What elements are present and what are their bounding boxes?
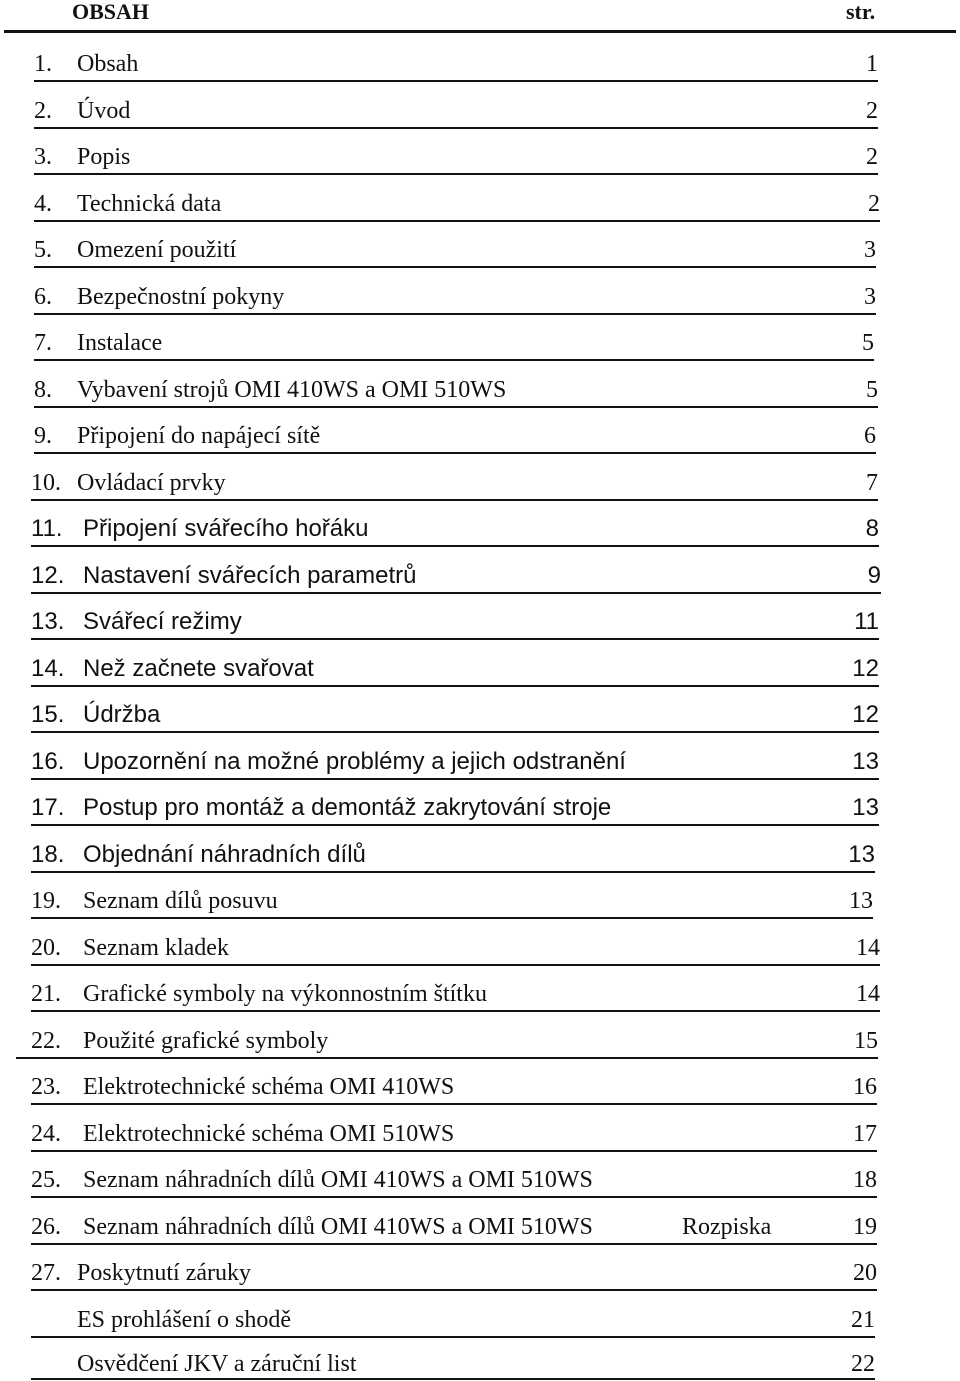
toc-entry[interactable]: [34, 419, 876, 453]
toc-entry[interactable]: [31, 466, 878, 500]
toc-entry-title: Seznam dílů posuvu: [83, 888, 278, 914]
toc-entry-page: 6: [864, 423, 876, 449]
toc-entry-number: 21.: [31, 981, 61, 1007]
toc-entry-page: 19: [853, 1214, 877, 1240]
toc-entry-title: Poskytnutí záruky: [77, 1260, 251, 1286]
toc-entry-page: 20: [853, 1260, 877, 1286]
toc-entry[interactable]: [16, 1024, 878, 1058]
toc-entry-title: Elektrotechnické schéma OMI 410WS: [83, 1074, 455, 1100]
page-title: OBSAH: [72, 0, 150, 24]
toc-entry-number: 22.: [31, 1028, 61, 1054]
toc-entry[interactable]: [31, 931, 880, 965]
toc-entry[interactable]: [34, 326, 874, 360]
toc-entry-number: 4.: [34, 191, 52, 217]
toc-entry-title: Upozornění na možné problémy a jejich odstranění: [83, 748, 626, 775]
toc-entry-number: 26.: [31, 1214, 61, 1240]
toc-entry[interactable]: [34, 373, 878, 407]
toc-entry-page: 14: [856, 935, 880, 961]
toc-entry-underline: [16, 1057, 878, 1059]
toc-entry-page: 12: [852, 701, 879, 728]
toc-entry-title: Elektrotechnické schéma OMI 510WS: [83, 1121, 455, 1147]
toc-entry-note: Rozpiska: [682, 1214, 772, 1240]
toc-entry-underline: [31, 917, 873, 919]
toc-entry[interactable]: [31, 884, 873, 918]
toc-entry-number: 27.: [31, 1260, 61, 1286]
toc-entry-title: Obsah: [77, 51, 139, 77]
toc-entry-page: 13: [848, 841, 875, 868]
toc-entry-underline: [34, 220, 880, 222]
toc-entry-underline: [31, 685, 879, 687]
toc-entry-title: Úvod: [77, 98, 131, 124]
toc-entry-page: 5: [862, 330, 874, 356]
toc-entry-page: 14: [856, 981, 880, 1007]
toc-entry-page: 2: [868, 191, 880, 217]
toc-entry-underline: [34, 173, 878, 175]
toc-entry[interactable]: [31, 1303, 875, 1337]
toc-entry-number: 5.: [34, 237, 52, 263]
toc-entry-page: 18: [853, 1167, 877, 1193]
toc-entry-page: 13: [849, 888, 873, 914]
toc-entry-page: 12: [852, 655, 879, 682]
toc-entry-title: Objednání náhradních dílů: [83, 841, 366, 868]
toc-entry[interactable]: [31, 745, 879, 779]
toc-entry-title: Seznam náhradních dílů OMI 410WS a OMI 510WS: [83, 1214, 593, 1240]
page-column-label: str.: [846, 0, 876, 24]
toc-entry-title: Postup pro montáž a demontáž zakrytování stroje: [83, 794, 612, 821]
toc-entry-title: Instalace: [77, 330, 163, 356]
toc-entry-page: 5: [866, 377, 878, 403]
toc-entry-page: 21: [851, 1307, 875, 1333]
toc-entry-underline: [31, 1289, 877, 1291]
toc-entry[interactable]: [31, 1163, 877, 1197]
toc-entry-page: 2: [866, 98, 878, 124]
toc-entry-underline: [34, 266, 876, 268]
toc-entry-number: 18.: [31, 841, 65, 868]
toc-entry-page: 8: [865, 515, 879, 542]
toc-entry-title: Nastavení svářecích parametrů: [83, 562, 417, 589]
toc-entry-title: Vybavení strojů OMI 410WS a OMI 510WS: [77, 377, 507, 403]
toc-entry-page: 22: [851, 1351, 875, 1377]
toc-entry-underline: [34, 359, 874, 361]
toc-entry-title: Seznam náhradních dílů OMI 410WS a OMI 510WS: [83, 1167, 593, 1193]
toc-entry-title: Technická data: [77, 191, 222, 217]
toc-entry-title: Grafické symboly na výkonnostním štítku: [83, 981, 487, 1007]
toc-entry-number: 20.: [31, 935, 61, 961]
toc-entry-page: 9: [867, 562, 881, 589]
toc-entry[interactable]: [34, 47, 878, 81]
toc-entry-underline: [34, 452, 876, 454]
toc-entry-underline: [31, 1196, 877, 1198]
toc-entry[interactable]: [34, 140, 878, 174]
toc-entry[interactable]: [31, 838, 875, 872]
toc-entry-title: Ovládací prvky: [77, 470, 226, 496]
toc-entry-underline: [31, 1150, 877, 1152]
toc-entry-title: Údržba: [83, 701, 161, 728]
toc-entry[interactable]: [31, 977, 880, 1011]
toc-entry-title: Než začnete svařovat: [83, 655, 314, 682]
toc-entry-number: 1.: [34, 51, 52, 77]
toc-entry-title: Připojení svářecího hořáku: [83, 515, 369, 542]
toc-entry-number: 25.: [31, 1167, 61, 1193]
toc-entry[interactable]: [31, 698, 879, 732]
toc-entry-number: 11.: [31, 515, 63, 542]
toc-entry-title: Omezení použití: [77, 237, 237, 263]
toc-entry-page: 7: [866, 470, 878, 496]
toc-entry-number: 16.: [31, 748, 65, 775]
toc-entry-underline: [31, 824, 879, 826]
toc-entry[interactable]: [34, 94, 878, 128]
toc-entry-underline: [31, 1378, 875, 1380]
toc-entry-number: 6.: [34, 284, 52, 310]
toc-entry-title: Seznam kladek: [83, 935, 229, 961]
toc-entry-number: 19.: [31, 888, 61, 914]
toc-entry[interactable]: [34, 233, 876, 267]
toc-entry-number: 12.: [31, 562, 65, 589]
toc-entry[interactable]: [34, 187, 880, 221]
toc-entry-title: Bezpečnostní pokyny: [77, 284, 285, 310]
toc-entry-underline: [31, 1010, 880, 1012]
toc-entry-number: 3.: [34, 144, 52, 170]
toc-entry-number: 10.: [31, 470, 61, 496]
toc-entry-number: 8.: [34, 377, 52, 403]
toc-entry-page: 2: [866, 144, 878, 170]
toc-entry-underline: [31, 638, 879, 640]
toc-entry-page: 11: [854, 608, 879, 635]
toc-entry-underline: [34, 313, 876, 315]
toc-entry-underline: [31, 964, 880, 966]
toc-entry-number: 14.: [31, 655, 65, 682]
toc-entry-underline: [34, 127, 878, 129]
toc-entry-number: 2.: [34, 98, 52, 124]
toc-entry-page: 13: [852, 748, 879, 775]
toc-entry-title: Osvědčení JKV a záruční list: [77, 1351, 357, 1377]
toc-entry-page: 3: [864, 237, 876, 263]
toc-entry-number: 7.: [34, 330, 52, 356]
toc-entry-underline: [31, 731, 879, 733]
toc-entry-underline: [31, 1336, 875, 1338]
toc-entry-title: ES prohlášení o shodě: [77, 1307, 291, 1333]
toc-entry[interactable]: [31, 559, 881, 593]
toc-entry-underline: [34, 406, 878, 408]
toc-entry-number: 13.: [31, 608, 65, 635]
toc-entry-page: 15: [854, 1028, 878, 1054]
toc-entry-page: 1: [866, 51, 878, 77]
page-header: [0, 0, 960, 34]
toc-entry-underline: [31, 871, 875, 873]
toc-entry-underline: [34, 80, 878, 82]
header-divider: [4, 30, 956, 33]
toc-entry[interactable]: [31, 1256, 877, 1290]
toc-entry-page: 16: [853, 1074, 877, 1100]
toc-entry-number: 24.: [31, 1121, 61, 1147]
toc-entry-title: Použité grafické symboly: [83, 1028, 329, 1054]
toc-entry[interactable]: [34, 280, 876, 314]
toc-entry[interactable]: [31, 791, 879, 825]
toc-entry-title: Připojení do napájecí sítě: [77, 423, 321, 449]
toc-entry-number: 17.: [31, 794, 65, 821]
toc-entry-number: 23.: [31, 1074, 61, 1100]
toc-entry-page: 17: [853, 1121, 877, 1147]
toc-entry[interactable]: [31, 605, 879, 639]
toc-entry-underline: [31, 1103, 877, 1105]
toc-entry[interactable]: [31, 1070, 877, 1104]
toc-entry-page: 3: [864, 284, 876, 310]
toc-entry-title: Svářecí režimy: [83, 608, 242, 635]
toc-entry[interactable]: [31, 1117, 877, 1151]
toc-entry[interactable]: [31, 652, 879, 686]
toc-entry[interactable]: [31, 512, 879, 546]
toc-entry-number: 15.: [31, 701, 65, 728]
toc-entry-title: Popis: [77, 144, 131, 170]
toc-entry-underline: [31, 499, 878, 501]
toc-entry-underline: [31, 778, 879, 780]
toc-entry[interactable]: [31, 1210, 877, 1244]
toc-entry-number: 9.: [34, 423, 52, 449]
toc-entry-underline: [31, 1243, 877, 1245]
toc-entry-underline: [31, 545, 879, 547]
toc-entry-page: 13: [852, 794, 879, 821]
toc-entry-underline: [31, 592, 881, 594]
toc-entry[interactable]: [31, 1341, 875, 1375]
